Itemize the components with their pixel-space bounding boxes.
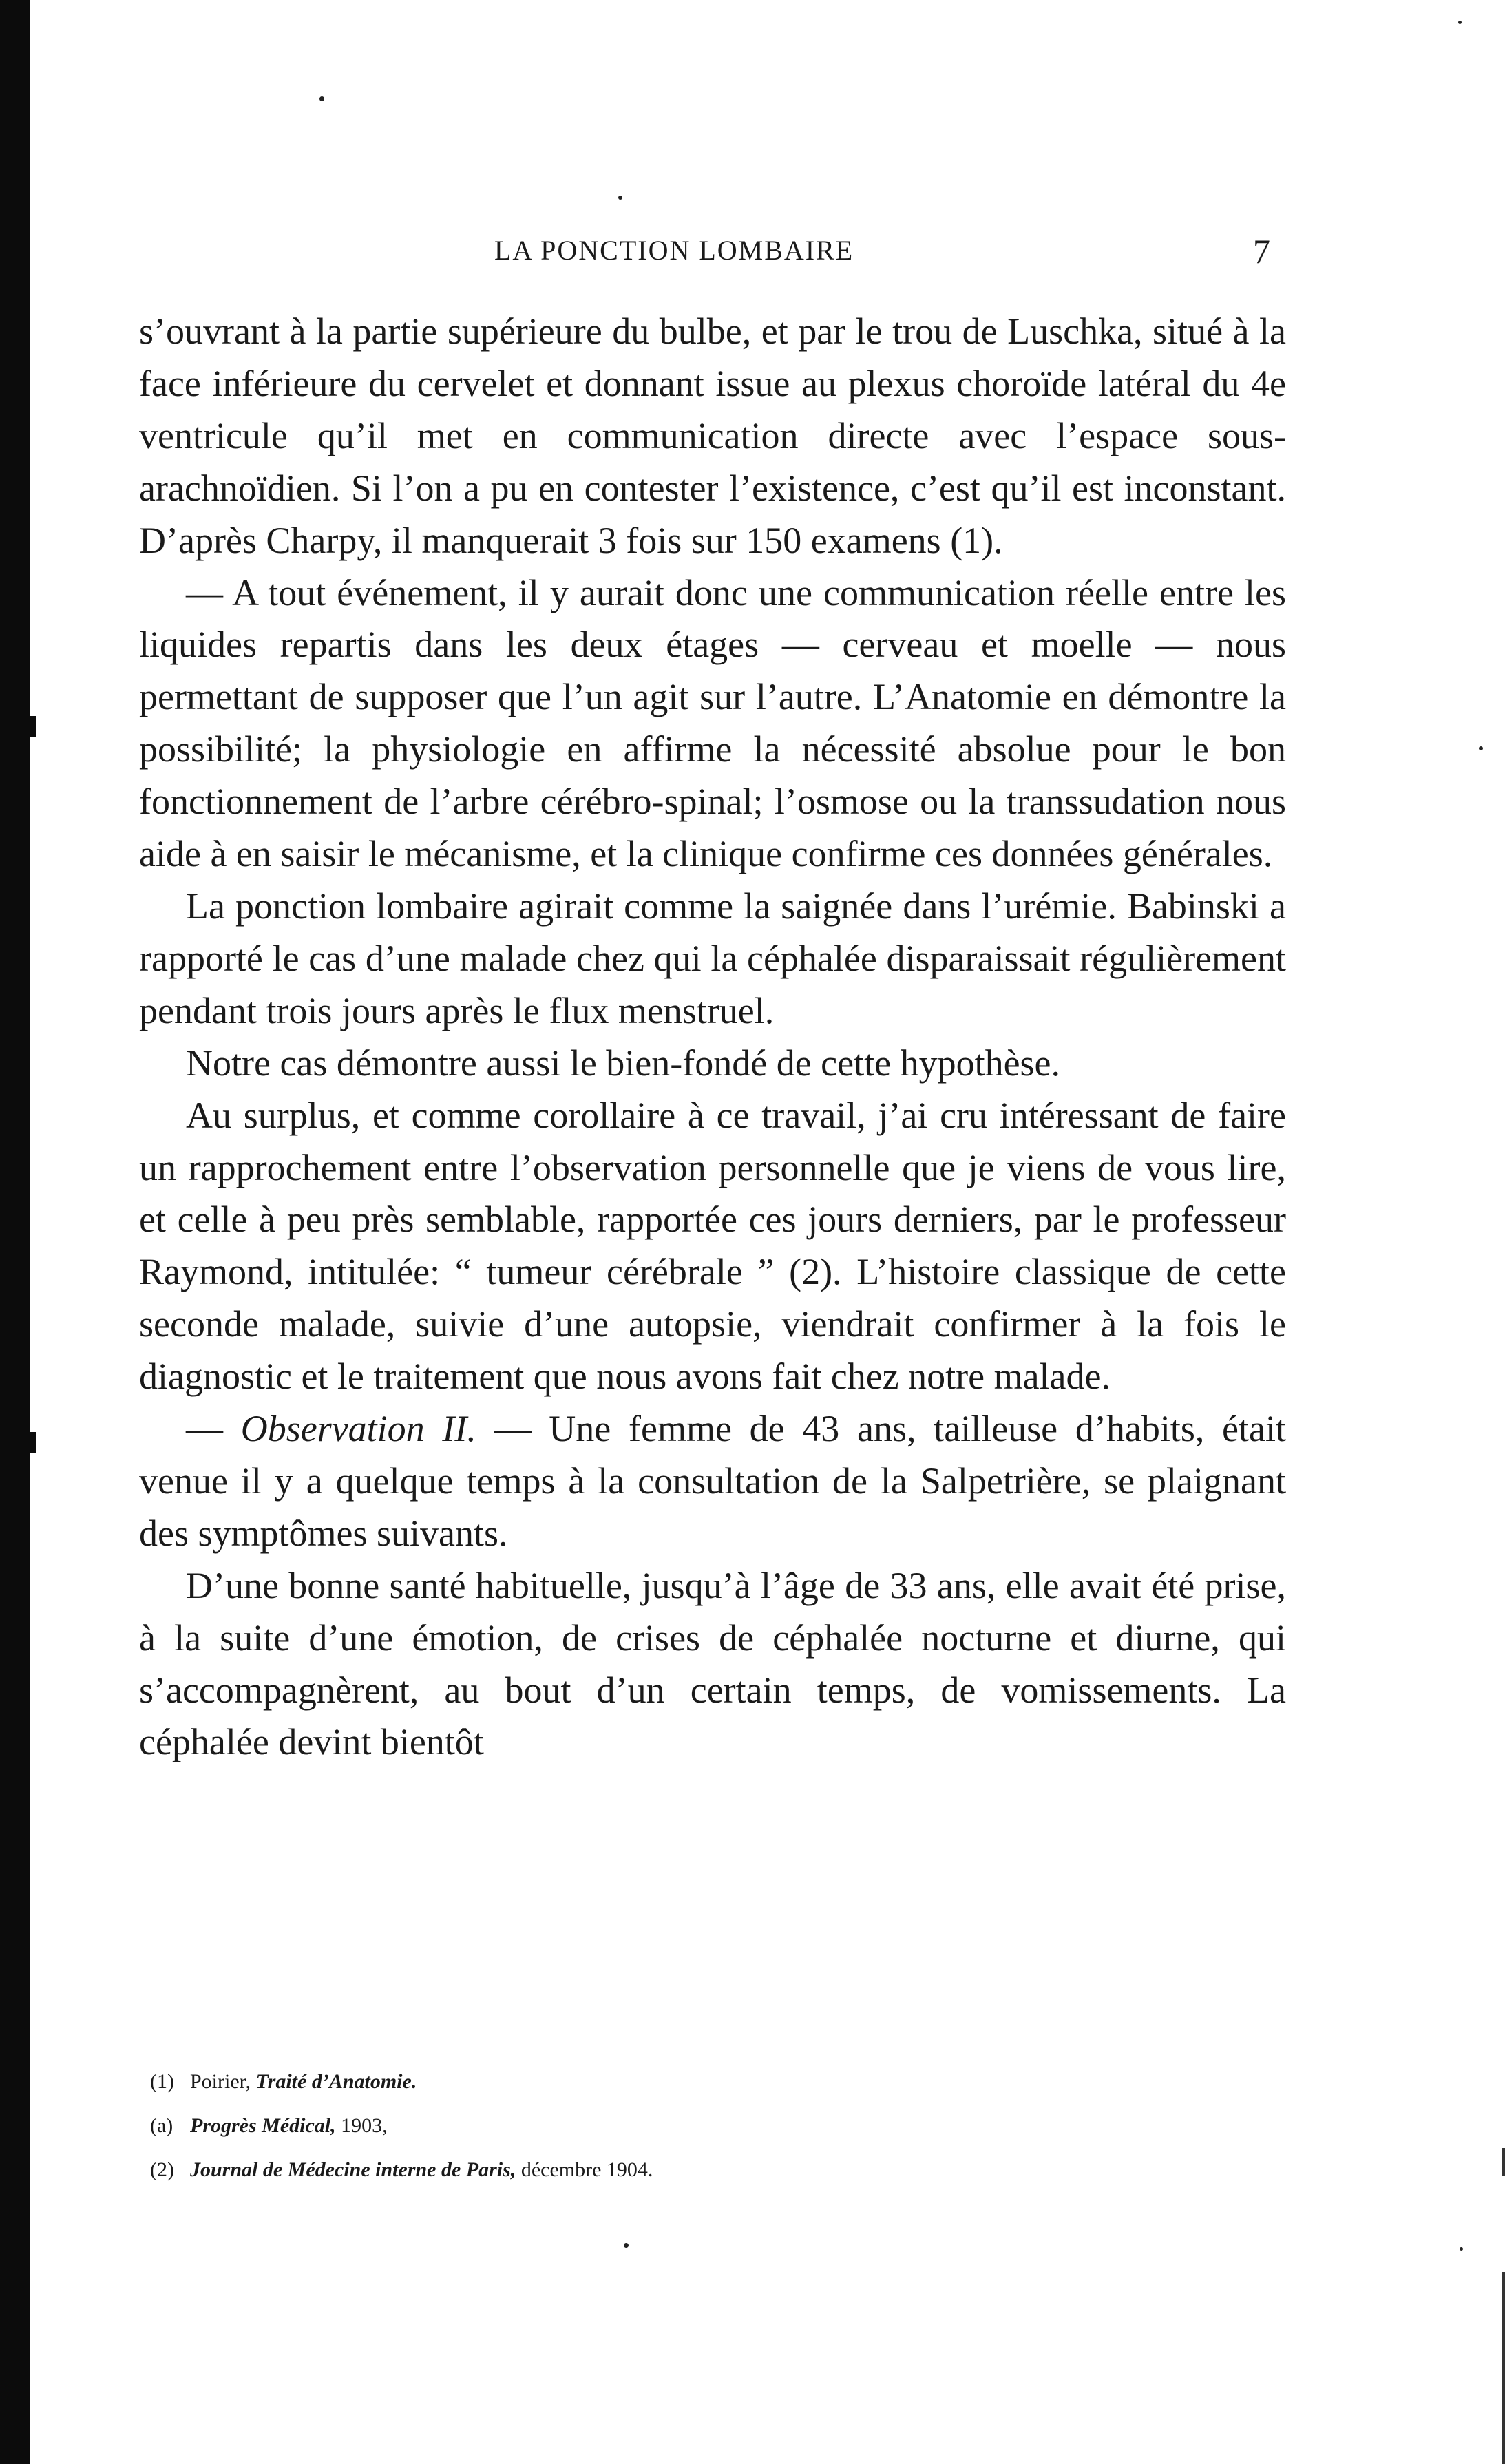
page-number: 7 <box>1253 232 1270 271</box>
paragraph: s’ouvrant à la partie supérieure du bulbe, et par le trou de Luschka, situé à la face inférieure du cervelet et donnant issue au plexus choroïde latéral du 4e ventricule qu’il met en communication directe avec l’espace sous-arachnoïdien. Si l’on a pu en contester l’existence, c’est qu’il est inconstant. D’après Charpy, il manquerait 3 fois sur 150 examens (1). <box>139 310 1286 561</box>
paragraph: D’une bonne santé habituelle, jusqu’à l’âge de 33 ans, elle avait été prise, à la suite d’une émotion, de crises de céphalée nocturne et diurne, qui s’accompagnèrent, au bout d’un certain temps, de vomissements. La céphalée devint bientôt <box>139 1564 1286 1763</box>
scan-binding-edge <box>0 0 30 2464</box>
footnote <box>150 2148 1252 2192</box>
paragraph: Au surplus, et comme corollaire à ce travail, j’ai cru intéressant de faire un rapprochement entre l’observation personnelle que je viens de vous lire, et celle à peu près semblable, rapportée ces jours derniers, par le professeur Raymond, intitulée: “ tumeur cérébrale ” (2). L’histoire classique de cette seconde malade, suivie d’une autopsie, viendrait confirmer à la fois le diagnostic et le traitement que nous avons fait chez notre malade. <box>139 1094 1286 1398</box>
dash: — <box>186 1408 241 1450</box>
observation-text: — Une femme de 43 ans, tailleuse d’habits, était venue il y a quelque temps à la consultation de la Salpetrière, se plaignant des symptômes suivants. <box>139 1408 1287 1554</box>
paragraph: Notre cas démontre aussi le bien-fondé de cette hypothèse. <box>186 1042 1061 1084</box>
ink-speck <box>618 196 622 200</box>
footnote-source: Journal de Médecine interne de Paris, <box>190 2158 516 2181</box>
footnote-source: Progrès Médical, <box>190 2114 336 2137</box>
footnote-mark: (1) <box>150 2070 174 2093</box>
footnote <box>150 2060 1252 2104</box>
footnote-rest: 1903, <box>335 2114 388 2137</box>
observation-heading: Observation II. <box>240 1408 476 1450</box>
ink-speck <box>319 96 324 101</box>
running-head: LA PONCTION LOMBAIRE <box>494 235 854 266</box>
observation-paragraph <box>139 1403 1286 1560</box>
ink-speck <box>1479 746 1483 750</box>
footnotes <box>150 2060 1252 2192</box>
footnote <box>150 2104 1252 2148</box>
paragraph: — A tout événement, il y aurait donc une communication réelle entre les liquides repartis dans les deux étages — cerveau et moelle — nous permettant de supposer que l’un agit sur l’autre. L’Anatomie en démontre la possibilité; la physiologie en affirme la nécessité absolue pour le bon fonctionnement de l’arbre cérébro-spinal; l’osmose ou la transsudation nous aide à en saisir le mécanisme, et la clinique confirme ces données générales. <box>139 571 1286 875</box>
footnote-author: Poirier, <box>190 2070 251 2093</box>
scan-right-edge <box>1502 2272 1505 2464</box>
ink-speck <box>1458 21 1462 24</box>
page-header <box>0 234 1505 275</box>
footnote-rest: décembre 1904. <box>516 2158 653 2181</box>
footnote-mark: (a) <box>150 2114 173 2137</box>
scan-edge-notch <box>30 1432 36 1453</box>
page-body <box>139 306 1286 1769</box>
paragraph: La ponction lombaire agirait comme la saignée dans l’urémie. Babinski a rapporté le cas d’une malade chez qui la céphalée disparaissait régulièrement pendant trois jours après le flux menstruel. <box>139 885 1286 1031</box>
footnote-mark: (2) <box>150 2158 174 2181</box>
ink-speck <box>1460 2247 1463 2251</box>
footnote-source: Traité d’Anatomie. <box>255 2070 417 2093</box>
scan-right-edge <box>1502 2148 1505 2176</box>
ink-speck <box>624 2243 629 2248</box>
scan-edge-notch <box>30 716 36 737</box>
